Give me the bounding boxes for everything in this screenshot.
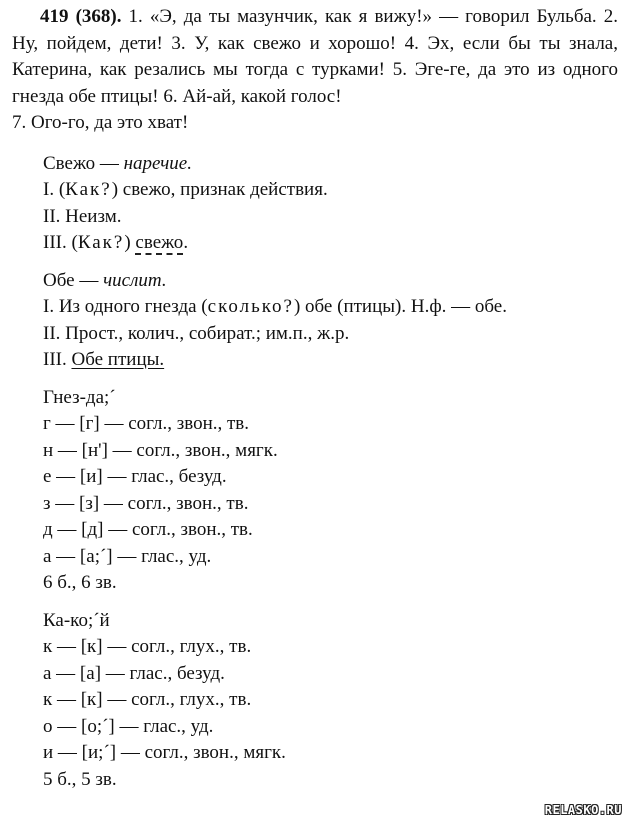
phonetic-row: д — [д] — согл., звон., тв.: [43, 519, 253, 540]
phonetic-row: н — [н'] — согл., звон., мягк.: [43, 439, 278, 461]
phonetic-kakoy: [43, 608, 618, 794]
exercise-sentences: 1. «Э, да ты мазунчик, как я вижу!» — говорил Бульба. 2. Ну, пойдем, дети! 3. У, как свежо и хорошо! 4. Эх, если бы ты знала, Катерина, как резались мы тогда с турками! 5. Эге-ге, да это из одного гнезда обе птицы! 6. Ай-ай, какой голос!: [12, 6, 618, 107]
analysis-obe: [43, 268, 618, 374]
svezho-line-3: III. (Как?) свежо.: [43, 232, 189, 253]
phonetic-summary: 6 б., 6 зв.: [43, 572, 117, 593]
phonetic-row: з — [з] — согл., звон., тв.: [43, 492, 249, 514]
exercise-text: [12, 4, 618, 137]
svezho-line-2: II. Неизм.: [43, 205, 122, 227]
phonetic-title: Гнез-да;´: [43, 386, 116, 408]
obe-line-1: I. Из одного гнезда (сколько?) обе (птицы). Н.ф. — обе.: [43, 296, 507, 317]
phonetic-gnezda: [43, 385, 618, 597]
question: сколько?: [207, 296, 294, 317]
part-of-speech: наречие.: [123, 152, 192, 174]
phonetic-row: е — [и] — глас., безуд.: [43, 466, 227, 487]
exercise-number: 419 (368).: [40, 6, 122, 27]
head-word: Свежо —: [43, 152, 119, 174]
exercise-last-sentence: 7. Ого-го, да это хват!: [12, 112, 189, 133]
phonetic-summary: 5 б., 5 зв.: [43, 768, 117, 790]
question: Как?: [77, 232, 125, 253]
svezho-heading: [43, 151, 618, 178]
svezho-line-1: I. (Как?) свежо, признак действия.: [43, 179, 328, 200]
phonetic-row: а — [а] — глас., безуд.: [43, 662, 225, 684]
adverbial-underlined-word: свежо: [135, 232, 184, 253]
subject-underlined-phrase: Обе птицы.: [71, 349, 165, 370]
part-of-speech: числит.: [103, 269, 167, 291]
phonetic-row: и — [и;´] — согл., звон., мягк.: [43, 742, 286, 763]
obe-line-2: II. Прост., колич., собират.; им.п., ж.р.: [43, 322, 350, 344]
phonetic-title: Ка-ко;´й: [43, 609, 110, 631]
obe-line-3: III. Обе птицы.: [43, 349, 165, 370]
question: Как?: [65, 179, 112, 200]
phonetic-row: а — [а;´] — глас., уд.: [43, 545, 212, 567]
phonetic-row: г — [г] — согл., звон., тв.: [43, 413, 250, 434]
analysis-svezho: [43, 151, 618, 257]
site-watermark: RELASKO.RU: [544, 803, 622, 817]
head-word: Обе —: [43, 269, 99, 291]
phonetic-row: к — [к] — согл., глух., тв.: [43, 636, 252, 657]
phonetic-row: к — [к] — согл., глух., тв.: [43, 689, 252, 710]
obe-heading: [43, 268, 618, 295]
phonetic-row: о — [о;´] — глас., уд.: [43, 715, 214, 737]
